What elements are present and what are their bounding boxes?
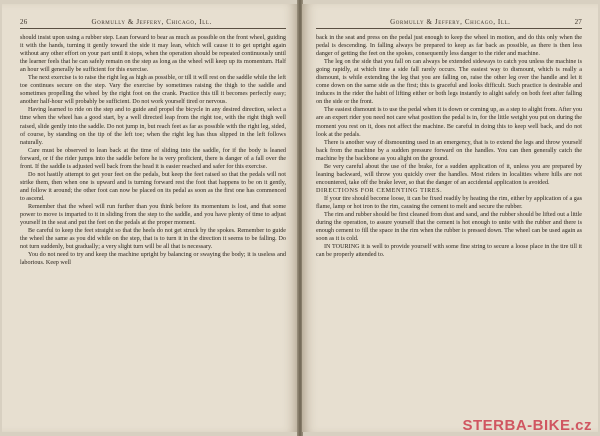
paragraph: Do not hastily attempt to get your feet on the pedals, but keep the feet raised so that the pedals will not strike them, then when one is upward and is turning forward rest the foot that happens to be on it gently, and follow it around; the other foot can now be placed on its pedal as soon as the first one has commenced to ascend. <box>20 171 286 202</box>
paragraph: Having learned to ride on the step and to guide and propel the bicycle in any desired direction, select a time when the wheel has a good start, by a well directed leap from the right toe, with the right thigh well raised, slide gently into the saddle. Do not jump in, but reach feet as far as possible with the right leg, sided, of course, by standing on the tip of the left toe; when the right leg has thus slipped in the left follows naturally. <box>20 107 286 146</box>
watermark-logo: STERBA-BIKE.cz <box>462 417 592 434</box>
right-page-header <box>316 18 582 29</box>
left-page-body <box>20 34 286 267</box>
right-page-running-title: Gormully & Jeffery, Chicago, Ill. <box>390 18 511 26</box>
paragraph: The next exercise is to raise the right leg as high as possible, or till it will rest on the saddle while the left toe continues secure on the step. Vary the exercise by sometimes raising the thigh to the saddle and sometimes propelling the wheel by the right foot on the crank. Practice this till it becomes perfectly easy; another half-hour will probably be sufficient. Do not work yourself tired or nervous. <box>20 75 286 106</box>
right-page-body <box>316 34 582 259</box>
left-page-running-title: Gormully & Jeffery, Chicago, Ill. <box>91 18 212 26</box>
paragraph: The easiest dismount is to use the pedal when it is down or coming up, as a step to alight from. After you are an expert rider you need not care what position the pedal is in, for the little weight you put on during the moment you rest on it, does not affect the machine. Be careful in doing this to keep well back, and do not look at the pedals. <box>316 107 582 138</box>
paragraph: should insist upon using a rubber step. Lean forward to bear as much as possible on the front wheel, guiding it with the hands, turning it gently toward the side it may lean, which will cause it to get upright again without any other effort on your part until it stops, when the operation should be repeated continuously until the learner feels that he can safely remain on the step as long as the wheel will keep up its momentum. Half an hour will generally be sufficient for this exercise. <box>20 35 286 74</box>
paragraph: Be careful to keep the feet straight so that the heels do not get struck by the spokes. Remember to guide the wheel the same as you did while on the step, that is to turn it in the direction it seems to be falling. Do not turn suddenly, but gradually; a very slight turn will be all that is necessary. <box>20 228 286 251</box>
paragraph: The leg on the side that you fall on can always be extended sideways to catch you unless the machine is going rapidly, at which time a side fall rarely occurs. The easiest way to dismount, which is really a dismount, is while extending the leg that you are falling on, raise the other leg over the handle and let it come down on the same side as the first; this is graceful and looks difficult. Such practice is desirable and induces in the rider the habit of lifting either or both legs instantly to alight safely on both feet after falling on the side or the front. <box>316 59 582 106</box>
left-page-header <box>20 18 286 29</box>
left-page <box>2 4 298 432</box>
paragraph: The rim and rubber should be first cleaned from dust and sand, and the rubber should be lifted out a little during the operation, to assure yourself that the cement is hot enough to unite with the rubber and there is enough cement to fill the space in the rim when the rubber is pressed down. The wheel can be used again as soon as it is cold. <box>316 212 582 243</box>
right-page <box>302 4 598 432</box>
paragraph: Be very careful about the use of the brake, for a sudden application of it, unless you are prepared by leaning backward, will throw you quickly over the handles. Most riders in localities where hills are not encountered, take off the brake lever, so that the danger of an accidental application is avoided. <box>316 163 582 186</box>
left-page-number: 26 <box>20 18 28 26</box>
paragraph: back in the seat and press on the pedal just enough to keep the wheel in motion, and do this only when the pedal is descending. In falling always be prepared to keep as far back as possible, as there is then less danger of getting the feet on the spokes, consequently less danger to the rider and machine. <box>316 35 582 58</box>
paragraph: There is another way of dismounting used in an emergency, that is to extend the legs and throw yourself back from the machine by a sudden pressure forward on the handles. You can then generally catch the machine by the backbone as you alight on the ground. <box>316 139 582 162</box>
paragraph: Care must be observed to lean back at the time of sliding into the saddle, for if the body is leaned forward, or if the rider jumps into the saddle before he is very proficient, there is danger of a fall over the front. If the saddle is adjusted well back from the head it is easier reached and safer for this exercise. <box>20 147 286 170</box>
paragraph: If your tire should become loose, it can be fixed readily by heating the rim, either by application of a gas flame, lamp or hot iron to the rim, causing the cement to melt and secure the rubber. <box>316 195 582 210</box>
paragraph: IN TOURING it is well to provide yourself with some fine string to secure a loose place in the tire till it can be properly attended to. <box>316 244 582 259</box>
right-page-number: 27 <box>574 18 582 26</box>
paragraph: Remember that the wheel will run further than you think before its momentum is lost, and that some power to move is imparted to it in sliding from the step to the saddle, and you have plenty of time to adjust yourself in the seat and put the feet on the pedals at the proper moment. <box>20 203 286 227</box>
section-title: DIRECTIONS FOR CEMENTING TIRES. <box>316 187 443 194</box>
paragraph: You do not need to try and keep the machine upright by balancing or swaying the body; it is useless and laborious. Keep well <box>20 252 286 267</box>
